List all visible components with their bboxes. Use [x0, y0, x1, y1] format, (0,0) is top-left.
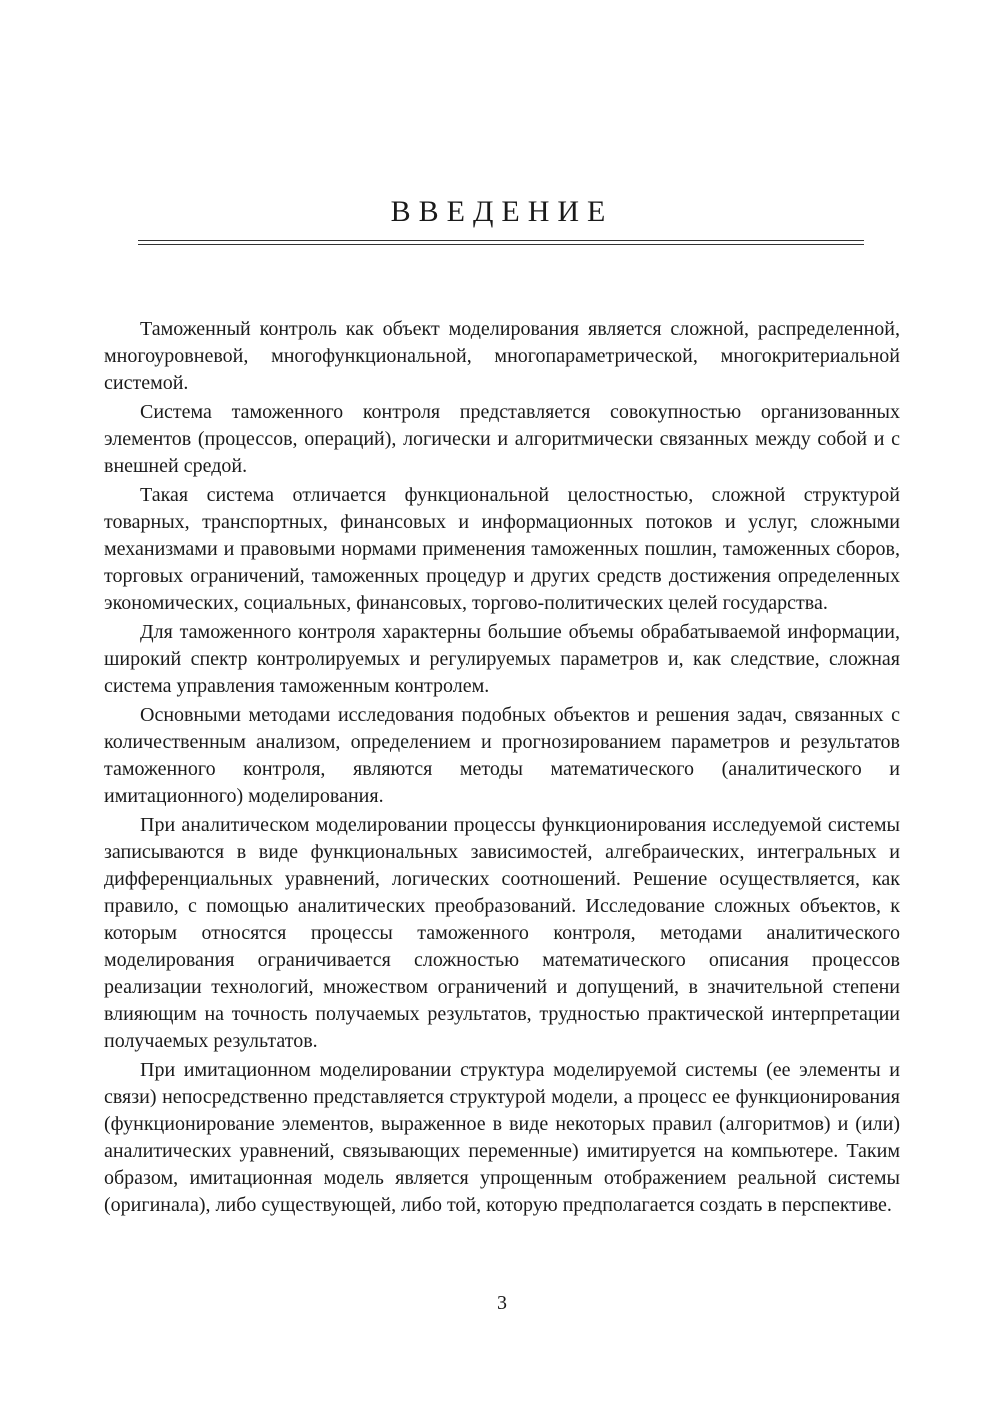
page-title: ВВЕДЕНИЕ: [390, 195, 614, 228]
paragraph-2: Система таможенного контроля представляется совокупностью организованных элементов (процессов, операций), логически и алгоритмически связанных между собой и с внешней средой.: [104, 401, 900, 477]
paragraph-4: Для таможенного контроля характерны большие объемы обрабатываемой информации, широкий спектр контролируемых и регулируемых параметров и, как следствие, сложная система управления таможенным контролем.: [104, 621, 900, 697]
paragraph-6: При аналитическом моделировании процессы функционирования исследуемой системы записываются в виде функциональных зависимостей, алгебраических, интегральных и дифференциальных уравнений, логических соотношений. Решение осуществляется, как правило, с помощью аналитических преобразований. Исследование сложных объектов, к которым относятся процессы таможенного контроля, методами аналитического моделирования ограничивается сложностью математического описания процессов реализации технологий, множеством ограничений и допущений, в значительной степени влияющим на точность получаемых результатов, трудностью практической интерпретации получаемых результатов.: [104, 814, 900, 1052]
body-text: [104, 316, 900, 1221]
paragraph-7: При имитационном моделировании структура моделируемой системы (ее элементы и связи) непосредственно представляется структурой модели, а процесс ее функционирования (функционирование элементов, выраженное в виде некоторых правил (алгоритмов) и (или) аналитических уравнений, связывающих переменные) имитируется на компьютере. Таким образом, имитационная модель является упрощенным отображением реальной системы (оригинала), либо существующей, либо той, которую предполагается создать в перспективе.: [104, 1059, 900, 1216]
paragraph-3: Такая система отличается функциональной целостностью, сложной структурой товарных, транспортных, финансовых и информационных потоков и услуг, сложными механизмами и правовыми нормами применения таможенных пошлин, таможенных сборов, торговых ограничений, таможенных процедур и других средств достижения определенных экономических, социальных, финансовых, торгово-политических целей государства.: [104, 484, 900, 614]
page-number: 3: [497, 1292, 507, 1314]
paragraph-5: Основными методами исследования подобных объектов и решения задач, связанных с количественным анализом, определением и прогнозированием параметров и результатов таможенного контроля, являются методы математического (аналитического и имитационного) моделирования.: [104, 704, 900, 807]
paragraph-1: Таможенный контроль как объект моделирования является сложной, распределенной, многоуровневой, многофункциональной, многопараметрической, многокритериальной системой.: [104, 318, 900, 394]
title-double-rule: [138, 240, 864, 245]
